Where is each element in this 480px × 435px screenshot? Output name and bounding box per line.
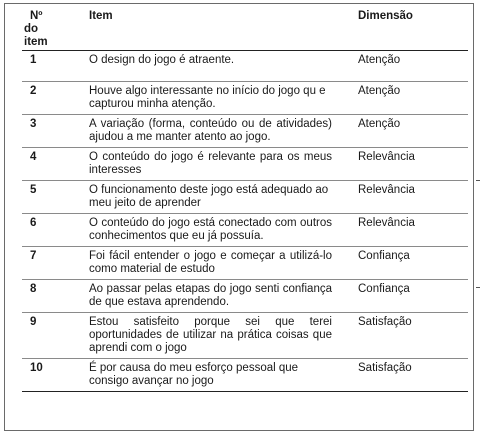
row-number: 3 xyxy=(22,115,80,148)
row-number: 9 xyxy=(22,313,80,359)
row-item: É por causa do meu esforço pessoal que consigo avançar no jogo xyxy=(80,359,340,392)
table-header-row xyxy=(22,8,468,51)
table-row xyxy=(22,359,468,392)
header-dimension: Dimensão xyxy=(340,8,468,51)
row-number: 7 xyxy=(22,247,80,280)
row-item: O conteúdo do jogo é relevante para os meus interesses xyxy=(80,148,340,181)
table-row xyxy=(22,51,468,82)
table-row xyxy=(22,214,468,247)
table-row xyxy=(22,115,468,148)
row-number: 4 xyxy=(22,148,80,181)
row-dimension: Confiança xyxy=(340,247,468,280)
row-item: Houve algo interessante no início do jogo qu e capturou minha atenção. xyxy=(80,82,340,115)
header-num-line2: do xyxy=(24,23,39,35)
row-number: 8 xyxy=(22,280,80,313)
row-dimension: Relevância xyxy=(340,148,468,181)
row-item: O conteúdo do jogo está conectado com outros conhecimentos que eu já possuía. xyxy=(80,214,340,247)
row-number: 5 xyxy=(22,181,80,214)
row-dimension: Satisfação xyxy=(340,313,468,359)
header-item-number xyxy=(22,8,80,51)
table-row xyxy=(22,313,468,359)
row-dimension: Satisfação xyxy=(340,359,468,392)
row-dimension: Atenção xyxy=(340,51,468,82)
header-num-line1: Nº xyxy=(30,10,43,22)
header-item: Item xyxy=(80,8,340,51)
margin-mark xyxy=(476,287,480,288)
table-row xyxy=(22,82,468,115)
row-dimension: Relevância xyxy=(340,214,468,247)
table-row xyxy=(22,181,468,214)
table-row xyxy=(22,280,468,313)
row-dimension: Relevância xyxy=(340,181,468,214)
row-number: 6 xyxy=(22,214,80,247)
row-item: A variação (forma, conteúdo ou de atividades) ajudou a me manter atento ao jogo. xyxy=(80,115,340,148)
row-item: Foi fácil entender o jogo e começar a utilizá-lo como material de estudo xyxy=(80,247,340,280)
row-item: Ao passar pelas etapas do jogo senti confiança de que estava aprendendo. xyxy=(80,280,340,313)
row-number: 2 xyxy=(22,82,80,115)
row-dimension: Atenção xyxy=(340,82,468,115)
margin-mark xyxy=(476,180,480,181)
row-number: 1 xyxy=(22,51,80,82)
row-item: O funcionamento deste jogo está adequado ao meu jeito de aprender xyxy=(80,181,340,214)
row-item: O design do jogo é atraente. xyxy=(80,51,340,82)
row-dimension: Confiança xyxy=(340,280,468,313)
table-row xyxy=(22,148,468,181)
table-row xyxy=(22,247,468,280)
row-number: 10 xyxy=(22,359,80,392)
row-item: Estou satisfeito porque sei que terei oportunidades de utilizar na prática coisas que aprendi com o jogo xyxy=(80,313,340,359)
items-table xyxy=(22,8,468,392)
header-num-line3: item xyxy=(24,36,48,48)
row-dimension: Atenção xyxy=(340,115,468,148)
